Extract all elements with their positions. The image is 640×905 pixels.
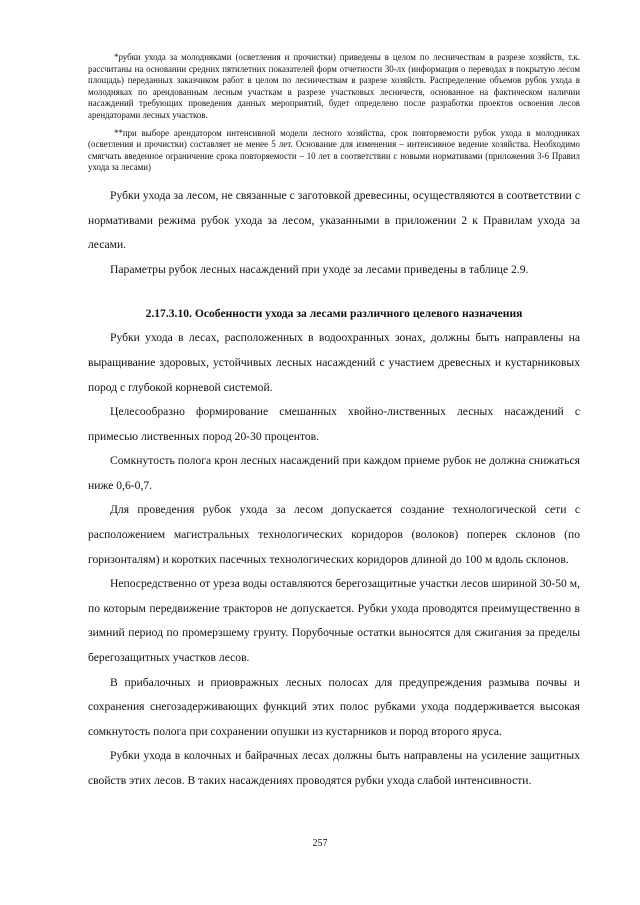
paragraph-shore-protection: Непосредственно от уреза воды оставляются берегозащитные участки лесов шириной 30-50 м, по которым передвижение тракторов не допускается. Рубки ухода проводятся преимущественно в зимний период по промерзшему грунту. Порубочные остатки выносятся для сжигания за пределы берегозащитных участков лесов.	[88, 577, 580, 665]
section-spacer	[88, 282, 580, 302]
footnote-young-stands: *рубки ухода за молодняками (осветления и прочистки) приведены в целом по лесничествам в разрезе хозяйств, т.к. рассчитаны на основании средних пятилетних показателей форм отчетности 30-лх (информация о переводах в покрытую лесом площадь) переданных заказчиком работ в целом по лесничествам в разрезе хозяйств. Распределение объемов рубок ухода в молодняках по арендованным лесным участкам в разрезе участковых лесничеств, основанное на фактическом наличии насаждений требующих проведения данных мероприятий, будет определено после разработки проектов освоения лесов арендаторами лесных участков.	[88, 52, 580, 120]
section-heading: 2.17.3.10. Особенности ухода за лесами различного целевого назначения	[145, 307, 523, 321]
paragraph-ravine-forests: Рубки ухода в колочных и байрачных лесах должны быть направлены на усиление защитных свойств этих лесов. В таких насаждениях проводятся рубки ухода слабой интенсивности.	[88, 749, 580, 787]
footnote-intensive-model: **при выборе арендатором интенсивной модели лесного хозяйства, срок повторяемости рубок ухода в молодняках (осветления и прочистки) составляет не менее 5 лет. Основание для изменения – интенсивное ведение хозяйства. Необходимо смягчать введенное ограничение срока повторяемости – 10 лет в соответствии с новыми нормативами (приложения 3-6 Правил ухода за лесами)	[88, 127, 580, 173]
paragraph-canopy-density: Сомкнутость полога крон лесных насаждений при каждом приеме рубок не должна снижаться ниже 0,6-0,7.	[88, 454, 580, 492]
paragraph-care-norms: Рубки ухода за лесом, не связанные с заготовкой древесины, осуществляются в соответствии с нормативами режима рубок ухода за лесом, указанными в приложении 2 к Правилам ухода за лесами.	[88, 188, 580, 252]
paragraph-water-protection: Рубки ухода в лесах, расположенных в водоохранных зонах, должны быть направлены на выращивание здоровых, устойчивых лесных насаждений с участием древесных и кустарниковых пород с глубокой корневой системой.	[88, 331, 580, 394]
paragraph-table-reference: Параметры рубок лесных насаждений при уходе за лесами приведены в таблице 2.9.	[110, 262, 529, 276]
document-page	[88, 52, 580, 794]
paragraph-gully-strips: В прибалочных и приовражных лесных полосах для предупреждения размыва почвы и сохранения снегозадерживающих функций этих полос рубками ухода поддерживается высокая сомкнутость полога при сохранении опушки из кустарников и пород второго яруса.	[88, 675, 580, 738]
page-number: 257	[312, 838, 328, 849]
paragraph-mixed-stands: Целесообразно формирование смешанных хвойно-лиственных лесных насаждений с примесью лиственных пород 20-30 процентов.	[88, 405, 580, 443]
paragraph-technological-network: Для проведения рубок ухода за лесом допускается создание технологической сети с расположением магистральных технологических коридоров (волоков) поперек склонов (по горизонталям) и коротких пасечных технологических коридоров длиной до 100 м вдоль склонов.	[88, 503, 580, 566]
